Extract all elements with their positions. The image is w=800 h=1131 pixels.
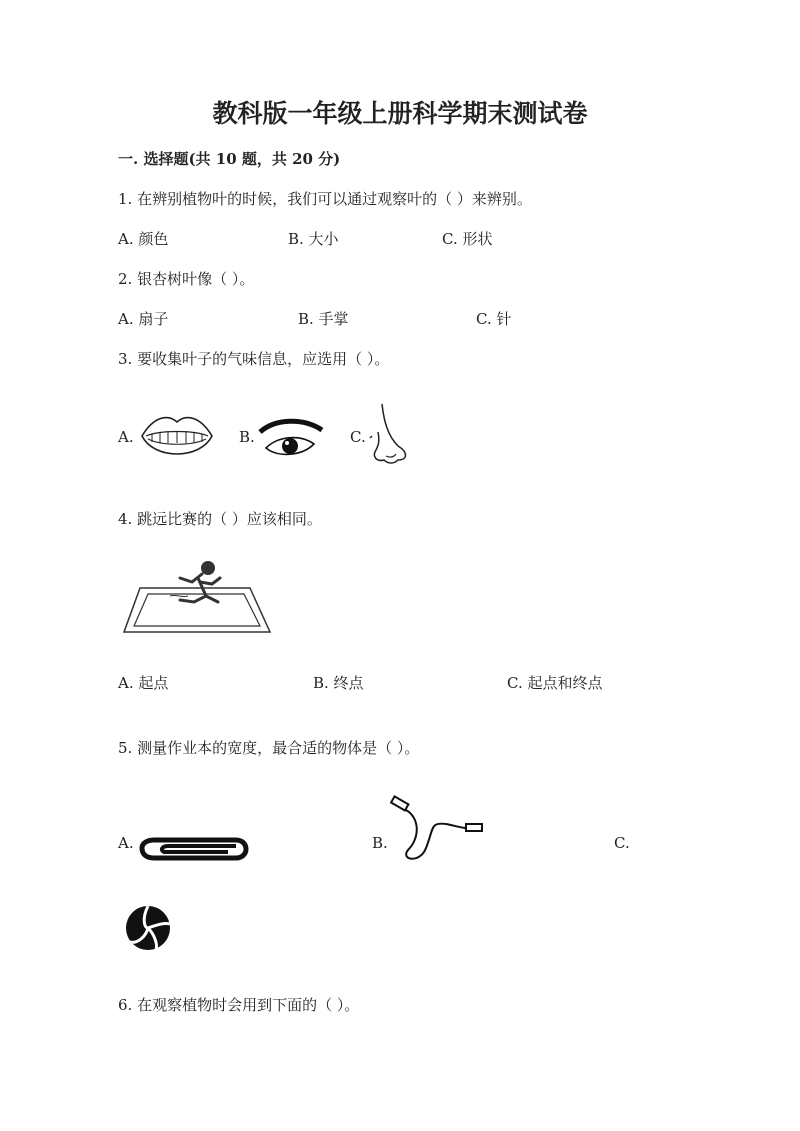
q5-option-c[interactable]: C. [614, 834, 630, 852]
jump-rope-icon [390, 798, 486, 864]
q2-option-a[interactable]: A. 扇子 [118, 310, 169, 328]
question-2: 2. 银杏树叶像（ ）。 [118, 270, 255, 288]
paper-clip-icon [140, 830, 248, 864]
question-3: 3. 要收集叶子的气味信息，应选用（ ）。 [118, 350, 390, 368]
q1-option-a[interactable]: A. 颜色 [118, 230, 169, 248]
q4-option-b[interactable]: B. 终点 [313, 674, 364, 692]
question-4: 4. 跳远比赛的（ ）应该相同。 [118, 510, 322, 528]
question-6: 6. 在观察植物时会用到下面的（ ）。 [118, 996, 360, 1014]
section-heading: 一. 选择题(共 10 题，共 20 分) [118, 150, 341, 168]
nose-icon [368, 402, 418, 466]
lips-icon [140, 412, 214, 462]
question-1: 1. 在辨别植物叶的时候，我们可以通过观察叶的（ ）来辨别。 [118, 190, 532, 208]
question-5: 5. 测量作业本的宽度，最合适的物体是（ ）。 [118, 739, 420, 757]
q1-option-b[interactable]: B. 大小 [288, 230, 339, 248]
eye-icon [258, 418, 324, 460]
q3-option-b[interactable]: B. [239, 428, 255, 446]
q3-option-a[interactable]: A. [118, 428, 134, 446]
q1-option-c[interactable]: C. 形状 [442, 230, 493, 248]
q2-option-c[interactable]: C. 针 [476, 310, 512, 328]
q2-option-b[interactable]: B. 手掌 [298, 310, 349, 328]
q4-option-a[interactable]: A. 起点 [118, 674, 169, 692]
q5-option-b[interactable]: B. [372, 834, 388, 852]
volleyball-icon [124, 904, 172, 952]
q4-option-c[interactable]: C. 起点和终点 [507, 674, 603, 692]
page-title: 教科版一年级上册科学期末测试卷 [212, 99, 588, 128]
q3-option-c[interactable]: C. [350, 428, 366, 446]
q5-option-a[interactable]: A. [118, 834, 134, 852]
long-jump-illustration [122, 558, 272, 638]
